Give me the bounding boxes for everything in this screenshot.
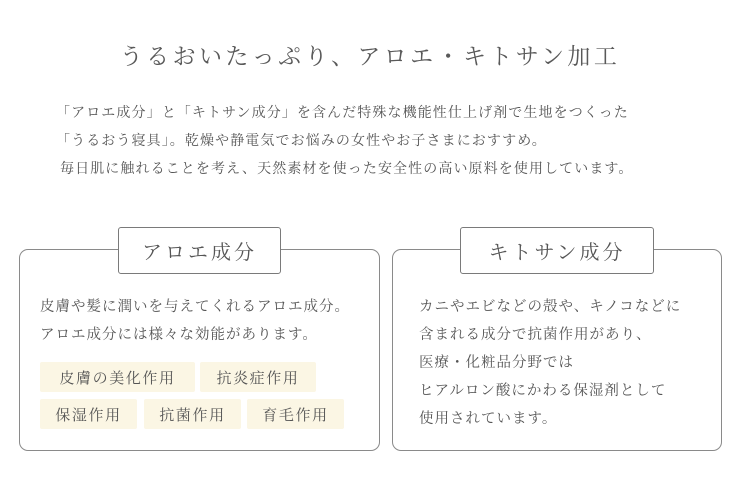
aloe-description-line: 皮膚や髪に潤いを与えてくれるアロエ成分。 bbox=[40, 299, 350, 315]
chitosan-description-line: 医療・化粧品分野では bbox=[419, 355, 574, 371]
aloe-heading: アロエ成分 bbox=[118, 227, 281, 274]
intro-line: 毎日肌に触れることを考え、天然素材を使った安全性の高い原料を使用しています。 bbox=[60, 161, 634, 177]
aloe-tag: 皮膚の美化作用 bbox=[40, 362, 195, 392]
aloe-description-line: アロエ成分には様々な効能があります。 bbox=[40, 327, 318, 343]
chitosan-description-line: 使用されています。 bbox=[419, 411, 558, 427]
chitosan-heading: キトサン成分 bbox=[460, 227, 654, 274]
aloe-tag: 保湿作用 bbox=[40, 399, 137, 429]
chitosan-description-line: 含まれる成分で抗菌作用があり、 bbox=[419, 327, 652, 343]
intro-line: 「うるおう寝具」。乾燥や静電気でお悩みの女性やお子さまにおすすめ。 bbox=[56, 133, 547, 149]
page-title: うるおいたっぷり、アロエ・キトサン加工 bbox=[119, 44, 621, 70]
aloe-tag: 抗菌作用 bbox=[144, 399, 241, 429]
chitosan-description-line: カニやエビなどの殻や、キノコなどに bbox=[419, 299, 682, 315]
aloe-tag: 育毛作用 bbox=[247, 399, 344, 429]
chitosan-description-line: ヒアルロン酸にかわる保湿剤として bbox=[419, 383, 667, 399]
aloe-tag: 抗炎症作用 bbox=[200, 362, 316, 392]
intro-line: 「アロエ成分」と「キトサン成分」を含んだ特殊な機能性仕上げ剤で生地をつくった bbox=[56, 105, 629, 121]
